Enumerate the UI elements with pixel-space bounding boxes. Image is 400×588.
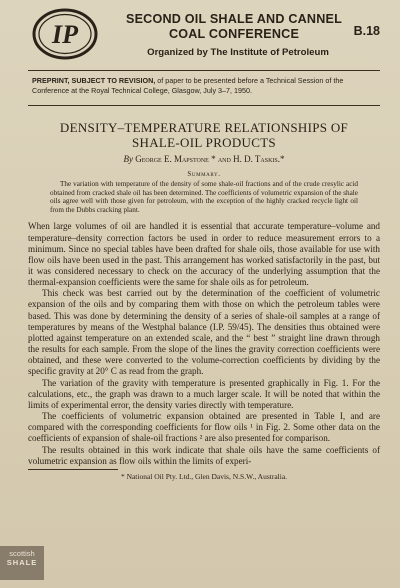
authors-names: George E. Mapstone * and H. D. Taskis.* <box>135 154 285 164</box>
footnote: * National Oil Pty. Ltd., Glen Davis, N.S.W., Australia. <box>120 471 288 481</box>
organizer-line: Organized by The Institute of Petroleum <box>147 47 329 58</box>
authors-by: By <box>123 154 133 164</box>
body-text <box>28 221 380 466</box>
paper-code: B.18 <box>353 24 380 38</box>
paper-title <box>28 120 380 150</box>
body-paragraph-1: When large volumes of oil are handled it is essential that accurate temperature–volume and temperature–density correction factors be used in order to reduce measurement errors to a minimum. Since no special tables have been drafted for shale oils, those available for use with flow oils have been used in the past. This arrangement has worked satisfactorily in the past, but it was considered necessary to check on the accuracy of the underlying assumption that the thermal-expansion coefficients were the same for shale oils as for petroleum. <box>28 221 380 288</box>
preprint-notice <box>32 76 380 95</box>
watermark-line-2: SHALE <box>6 558 38 567</box>
body-paragraph-2: This check was best carried out by the determination of the coefficient of volumetric expansion of the oils and by comparing them with those on which the petroleum tables were based. This was done by determining the density of a series of shale-oil samples at a range of temperatures by means of the Westphal balance (I.P. 59/45). The densities thus obtained were plotted against temperature on an extended scale, and the “ best ” straight line drawn through the results for each sample. From the slope of the lines the gravity correction coefficients were obtained, and these were converted to the volume-correction coefficients by dividing by the specific gravity at 20° C as read from the graph. <box>28 288 380 377</box>
body-paragraph-4: The coefficients of volumetric expansion obtained are presented in Table I, and are compared with the corresponding coefficients for flow oils ¹ in Fig. 2. Some other data on the coefficients of expansion of shale-oil fractions ² are also presented for comparison. <box>28 411 380 444</box>
footnote-rule <box>28 469 118 470</box>
paper-authors <box>28 154 380 164</box>
preprint-lead: PREPRINT, SUBJECT TO REVISION, <box>32 76 156 85</box>
preprint-rule <box>28 105 380 106</box>
institute-of-petroleum-logo <box>32 8 98 60</box>
paper-title-line-1: DENSITY–TEMPERATURE RELATIONSHIPS OF <box>59 120 349 135</box>
watermark-line-1: scottish <box>9 549 35 558</box>
body-paragraph-5: The results obtained in this work indicate that shale oils have the same coefficients of volumetric expansion as flow oils within the limits of experi- <box>28 444 380 466</box>
scottish-shale-watermark <box>0 546 44 580</box>
conference-title <box>114 12 354 42</box>
conference-title-line-1: SECOND OIL SHALE AND CANNEL <box>125 12 342 26</box>
body-paragraph-3: The variation of the gravity with temperature is presented graphically in Fig. 1. For the calculations, etc., the graph was drawn to a much larger scale. It will be noted that within the limits of experimental error, the density varies directly with temperature. <box>28 377 380 410</box>
summary-text: The variation with temperature of the density of some shale-oil fractions and of the crude cresylic acid obtained from cracked shale oil has been determined. The coefficients of volumetric expansion of the shale oils agree well with those given for petroleum, with the exception of the highly cracked recycle light oil from the Dubbs cracking plant. <box>50 180 358 214</box>
preprint-rest: of paper to be presented before a Technical Session of the Conference at the Royal Technical College, Glasgow, July 3–7, 1950. <box>32 76 344 95</box>
logo-lettering: IP <box>52 20 78 49</box>
conference-header <box>28 8 380 70</box>
paper-title-line-2: SHALE-OIL PRODUCTS <box>132 135 276 150</box>
conference-title-line-2: COAL CONFERENCE <box>168 27 300 41</box>
summary-heading: Summary. <box>187 170 221 178</box>
header-rule <box>28 70 380 71</box>
